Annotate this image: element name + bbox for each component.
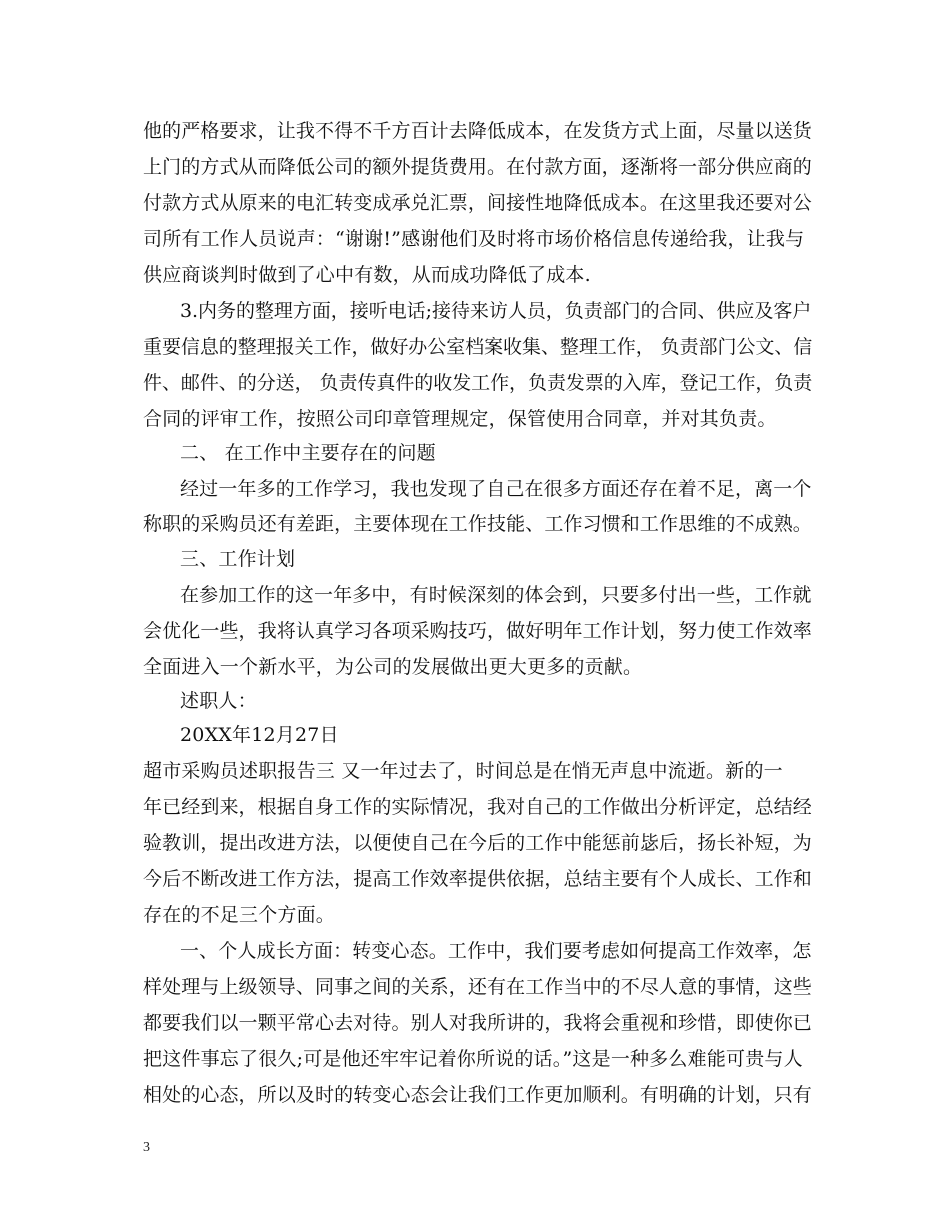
signature-label: 述职人： bbox=[180, 690, 257, 712]
text-line: 供应商谈判时做到了心中有数，从而成功降低了成本. bbox=[143, 264, 591, 286]
text-line: 件、邮件、的分送， 负责传真件的收发工作，负责发票的入库，登记工作，负责 bbox=[143, 372, 813, 394]
text-line: 全面进入一个新水平，为公司的发展做出更大更多的贡献。 bbox=[143, 656, 643, 678]
text-line: 3.内务的整理方面，接听电话;接待来访人员，负责部门的合同、供应及客户 bbox=[180, 300, 812, 322]
text-line: 一、个人成长方面：转变心态。工作中，我们要考虑如何提高工作效率，怎 bbox=[180, 940, 812, 962]
page-number: 3 bbox=[143, 1140, 150, 1155]
text-line: 在参加工作的这一年多中，有时候深刻的体会到，只要多付出一些，工作就 bbox=[180, 584, 812, 606]
section-heading: 三、工作计划 bbox=[180, 548, 296, 570]
text-line: 他的严格要求，让我不得不千方百计去降低成本，在发货方式上面，尽量以送货 bbox=[143, 120, 812, 142]
text-line: 称职的采购员还有差距，主要体现在工作技能、工作习惯和工作思维的不成熟。 bbox=[143, 513, 812, 535]
text-line: 把这件事忘了很久;可是他还牢牢记着你所说的话。”这是一种多么难能可贵与人 bbox=[143, 1048, 803, 1070]
text-line: 合同的评审工作，按照公司印章管理规定，保管使用合同章，并对其负责。 bbox=[143, 408, 777, 430]
text-line: 经过一年多的工作学习，我也发现了自己在很多方面还存在着不足，离一个 bbox=[180, 478, 812, 500]
text-line: 今后不断改进工作方法，提高工作效率提供依据，总结主要有个人成长、工作和 bbox=[143, 868, 812, 890]
text-line: 司所有工作人员说声：“谢谢!”感谢他们及时将市场价格信息传递给我，让我与 bbox=[143, 228, 805, 250]
text-line: 都要我们以一颗平常心去对待。别人对我所讲的，我将会重视和珍惜，即使你已 bbox=[143, 1012, 812, 1034]
text-line: 样处理与上级领导、同事之间的关系，还有在工作当中的不尽人意的事情，这些 bbox=[143, 976, 812, 998]
text-line: 重要信息的整理报关工作，做好办公室档案收集、整理工作， 负责部门公文、信 bbox=[143, 336, 813, 358]
text-line: 存在的不足三个方面。 bbox=[143, 904, 336, 926]
text-line: 付款方式从原来的电汇转变成承兑汇票，间接性地降低成本。在这里我还要对公 bbox=[143, 192, 812, 214]
section-heading: 二、 在工作中主要存在的问题 bbox=[180, 442, 436, 464]
text-line: 相处的心态，所以及时的转变心态会让我们工作更加顺利。有明确的计划，只有 bbox=[143, 1084, 812, 1106]
text-line: 上门的方式从而降低公司的额外提货费用。在付款方面，逐渐将一部分供应商的 bbox=[143, 156, 812, 178]
text-line: 超市采购员述职报告三 又一年过去了，时间总是在悄无声息中流逝。新的一 bbox=[143, 760, 783, 782]
text-line: 验教训，提出改进方法，以便使自己在今后的工作中能惩前毖后，扬长补短，为 bbox=[143, 832, 812, 854]
text-line: 年已经到来，根据自身工作的实际情况，我对自己的工作做出分析评定，总结经 bbox=[143, 796, 812, 818]
text-line: 会优化一些，我将认真学习各项采购技巧，做好明年工作计划，努力使工作效率 bbox=[143, 620, 812, 642]
date-line: 20XX年12月27日 bbox=[180, 724, 339, 746]
